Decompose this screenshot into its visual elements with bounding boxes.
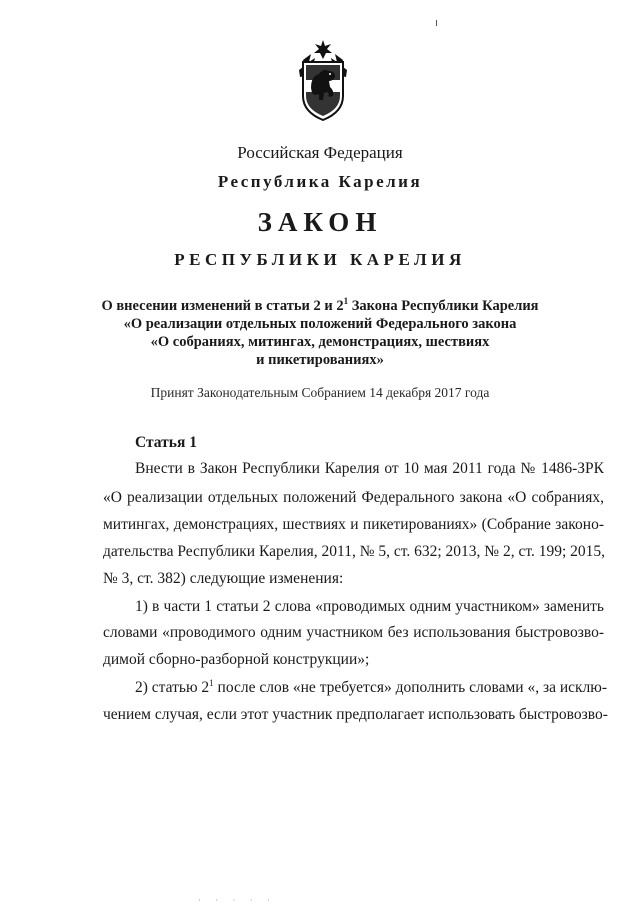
body-text-line: митингах, демонстрациях, шествиях и пикетированиях» (Собрание законо- [103, 516, 604, 533]
body-text-line [135, 678, 608, 697]
law-subheading: РЕСПУБЛИКИ КАРЕЛИЯ [174, 250, 466, 269]
body-text: 2) статью 2 [135, 679, 210, 696]
adoption-date: Принят Законодательным Собранием 14 декабря 2017 года [150, 385, 490, 400]
law-title-line: «О собраниях, митингах, демонстрациях, шествиях [150, 334, 490, 350]
karelia-coat-of-arms-icon [297, 40, 349, 122]
body-text-line: № 3, ст. 382) следующие изменения: [103, 570, 344, 587]
superscript: 1 [343, 296, 349, 306]
law-title-text: Закона Республики Карелия [348, 298, 539, 314]
body-text-line: дательства Республики Карелия, 2011, № 5, ст. 632; 2013, № 2, ст. 199; 2015, [103, 543, 605, 560]
superscript: 1 [209, 678, 214, 688]
law-title-line: и пикетированиях» [256, 352, 384, 368]
body-text-line: «О реализации отдельных положений Федерального закона «О собраниях, [103, 489, 604, 506]
law-title-text: О внесении изменений в статьи 2 и 2 [101, 298, 344, 314]
law-heading: ЗАКОН [257, 207, 383, 237]
body-text-line: 1) в части 1 статьи 2 слова «проводимых одним участником» заменить [135, 598, 604, 615]
scan-mark [436, 20, 437, 26]
body-text-line: Внести в Закон Республики Карелия от 10 мая 2011 года № 1486-ЗРК [135, 460, 604, 477]
scan-noise: · · · · · [198, 895, 276, 905]
federation-label: Российская Федерация [237, 143, 403, 162]
body-text-line: чением случая, если этот участник предполагает использовать быстровозво- [103, 706, 608, 723]
body-text-line: димой сборно-разборной конструкции»; [103, 651, 370, 668]
law-title-line [0, 297, 640, 315]
law-title-line: «О реализации отдельных положений Федерального закона [123, 316, 517, 332]
article-heading: Статья 1 [135, 434, 197, 451]
body-text: после слов «не требуется» дополнить словами «, за исклю- [213, 679, 608, 696]
republic-label: Республика Карелия [217, 172, 423, 191]
body-text-line: словами «проводимого одним участником без использования быстровозво- [103, 624, 604, 641]
